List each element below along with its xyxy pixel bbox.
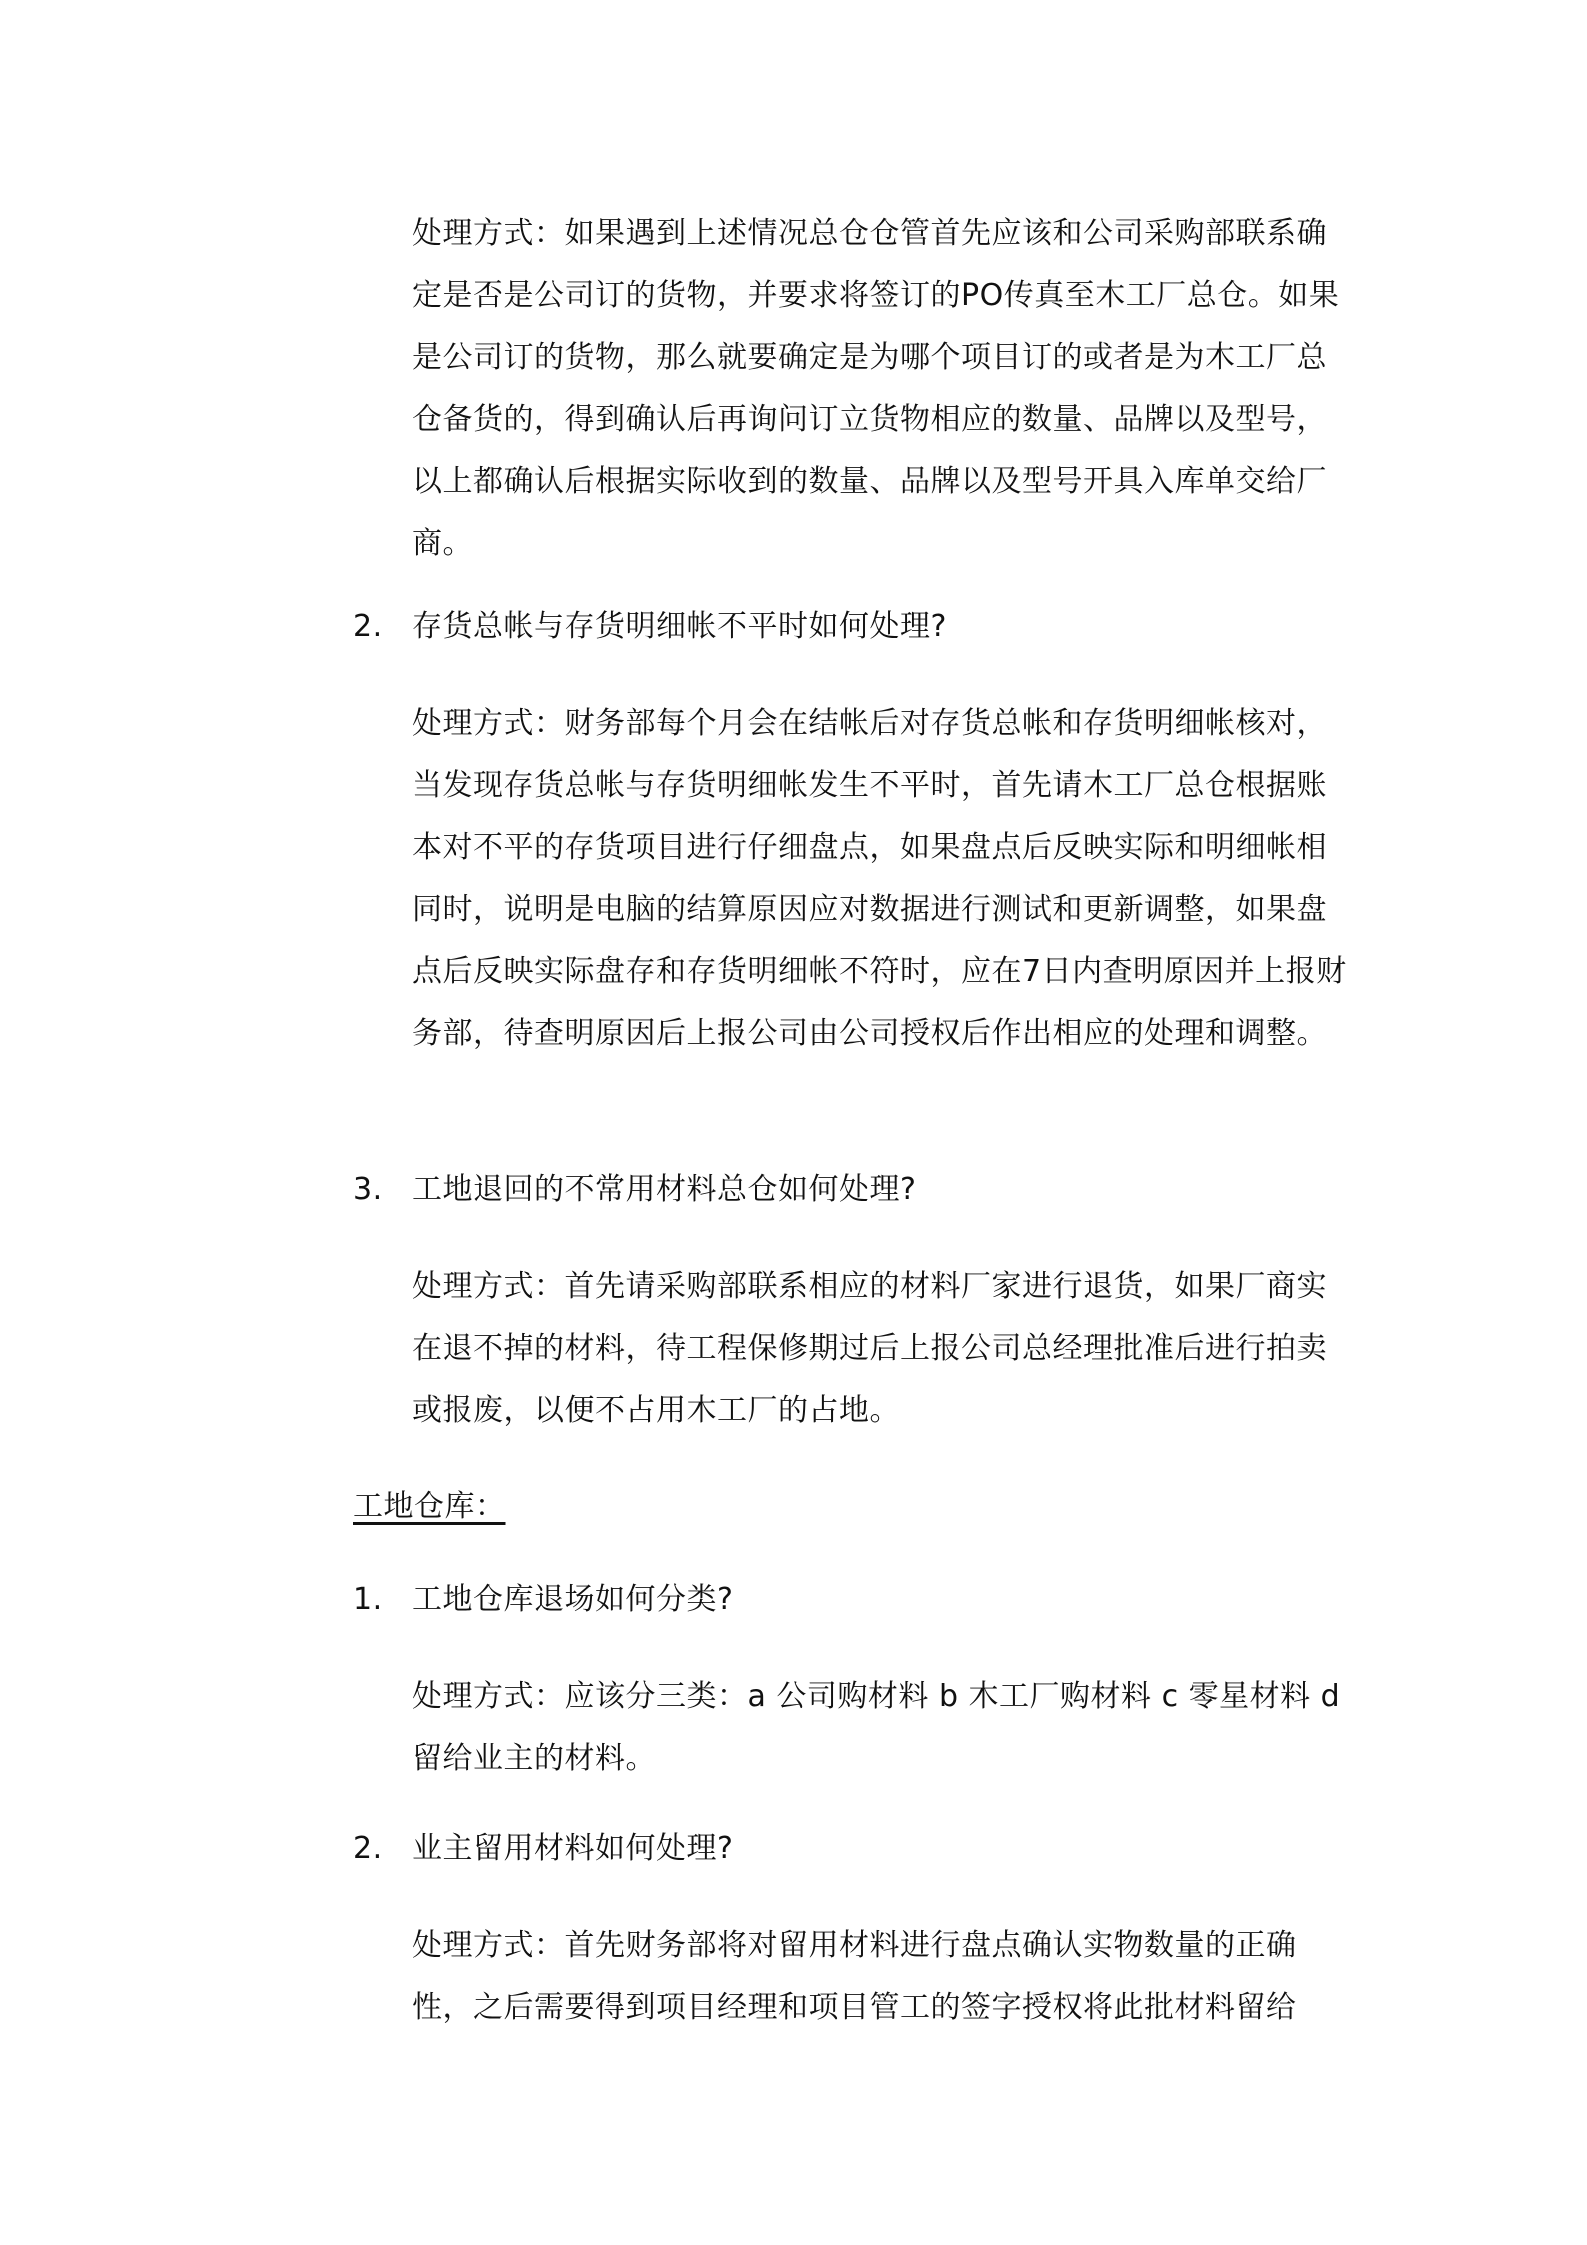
- answer-paragraph-4: 处理方式：应该分三类：a 公司购材料 b 木工厂购材料 c 零星材料 d 留给业主的材料。: [412, 1679, 1341, 1776]
- question-text: 业主留用材料如何处理?: [412, 1831, 734, 1866]
- question-number: 1.: [353, 1582, 383, 1617]
- question-number: 3.: [353, 1172, 383, 1207]
- answer-paragraph-3: 处理方式：首先请采购部联系相应的材料厂家进行退货，如果厂商实在退不掉的材料，待工程保修期过后上报公司总经理批准后进行拍卖或报废，以便不占用木工厂的占地。: [412, 1269, 1327, 1428]
- question-text: 工地退回的不常用材料总仓如何处理?: [412, 1172, 917, 1207]
- question-2: [353, 596, 1353, 658]
- answer-paragraph-1: 处理方式：如果遇到上述情况总仓仓管首先应该和公司采购部联系确定是否是公司订的货物，并要求将签订的PO传真至木工厂总仓。如果是公司订的货物，那么就要确定是为哪个项目订的或者是为木工厂总仓备货的，得到确认后再询问订立货物相应的数量、品牌以及型号，以上都确认后根据实际收到的数量、品牌以及型号开具入库单交给厂商。: [412, 216, 1340, 561]
- question-site-2: [353, 1818, 1353, 1880]
- question-3: [353, 1159, 1353, 1221]
- question-text: 存货总帐与存货明细帐不平时如何处理?: [412, 609, 947, 644]
- question-site-1: [353, 1569, 1353, 1631]
- question-number: 2.: [353, 1831, 383, 1866]
- question-number: 2.: [353, 609, 383, 644]
- answer-paragraph-5: 处理方式：首先财务部将对留用材料进行盘点确认实物数量的正确性，之后需要得到项目经理和项目管工的签字授权将此批材料留给: [412, 1928, 1297, 2025]
- answer-paragraph-2: 处理方式：财务部每个月会在结帐后对存货总帐和存货明细帐核对，当发现存货总帐与存货明细帐发生不平时，首先请木工厂总仓根据账本对不平的存货项目进行仔细盘点，如果盘点后反映实际和明细帐相同时，说明是电脑的结算原因应对数据进行测试和更新调整，如果盘点后反映实际盘存和存货明细帐不符时，应在7日内查明原因并上报财务部，待查明原因后上报公司由公司授权后作出相应的处理和调整。: [412, 706, 1347, 1051]
- question-text: 工地仓库退场如何分类?: [412, 1582, 734, 1617]
- section-heading-site-warehouse: 工地仓库：: [353, 1489, 506, 1524]
